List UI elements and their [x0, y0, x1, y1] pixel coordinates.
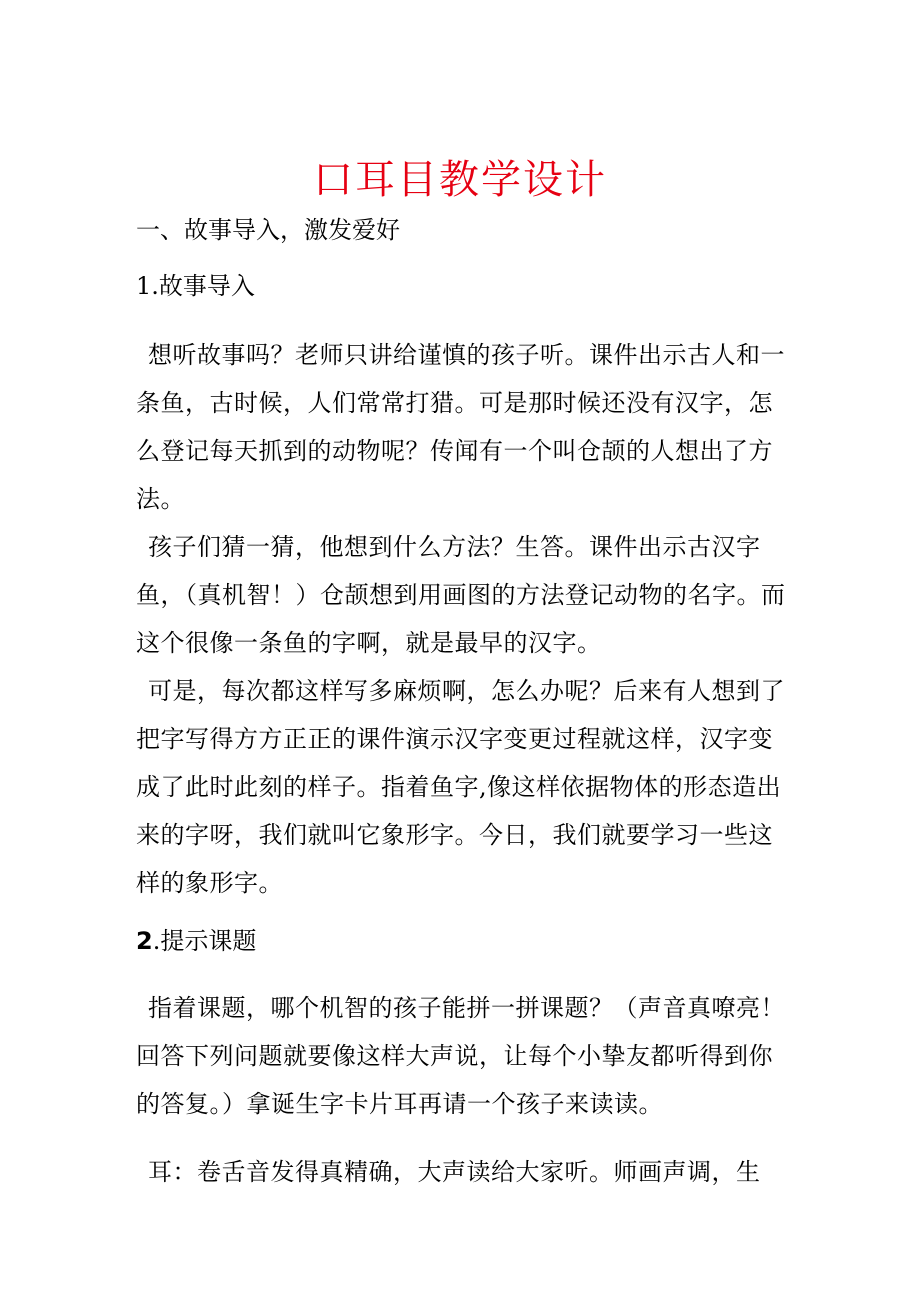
subheading-story-intro: 1.故事导入 [136, 272, 255, 300]
subheading-topic [136, 924, 256, 958]
subheading-number: 2 [136, 927, 153, 955]
document-title: 口耳目教学设计 [313, 157, 607, 203]
paragraph-story-2: 孩子们猜一猜，他想到什么方法？生答。课件出示古汉字鱼，（真机智！）仓颉想到用画图的方法登记动物的名字。而这个很像一条鱼的字啊，就是最早的汉字。 [136, 533, 786, 657]
section-heading-1: 一、故事导入，激发爱好 [136, 216, 400, 244]
subheading-text: .提示课题 [152, 927, 257, 955]
paragraph-story-3: 可是，每次都这样写多麻烦啊，怎么办呢？后来有人想到了把字写得方方正正的课件演示汉字变更过程就这样，汉字变成了此时此刻的样子。指着鱼字,像这样依据物体的形态造出来的字呀，我们就叫它象形字。今日，我们就要学习一些这样的象形字。 [136, 677, 785, 897]
paragraph-story-1: 想听故事吗？老师只讲给谨慎的孩子听。课件出示古人和一条鱼，古时候，人们常常打猎。可是那时候还没有汉字，怎么登记每天抓到的动物呢？传闻有一个叫仓颉的人想出了方法。 [136, 341, 785, 513]
paragraph-topic-1: 指着课题，哪个机智的孩子能拼一拼课题？（声音真嘹亮！回答下列问题就要像这样大声说，让每个小挚友都听得到你的答复。）拿诞生字卡片耳再请一个孩子来读读。 [136, 994, 785, 1118]
paragraph-topic-2: 耳：卷舌音发得真精确，大声读给大家听。师画声调，生 [148, 1158, 761, 1186]
